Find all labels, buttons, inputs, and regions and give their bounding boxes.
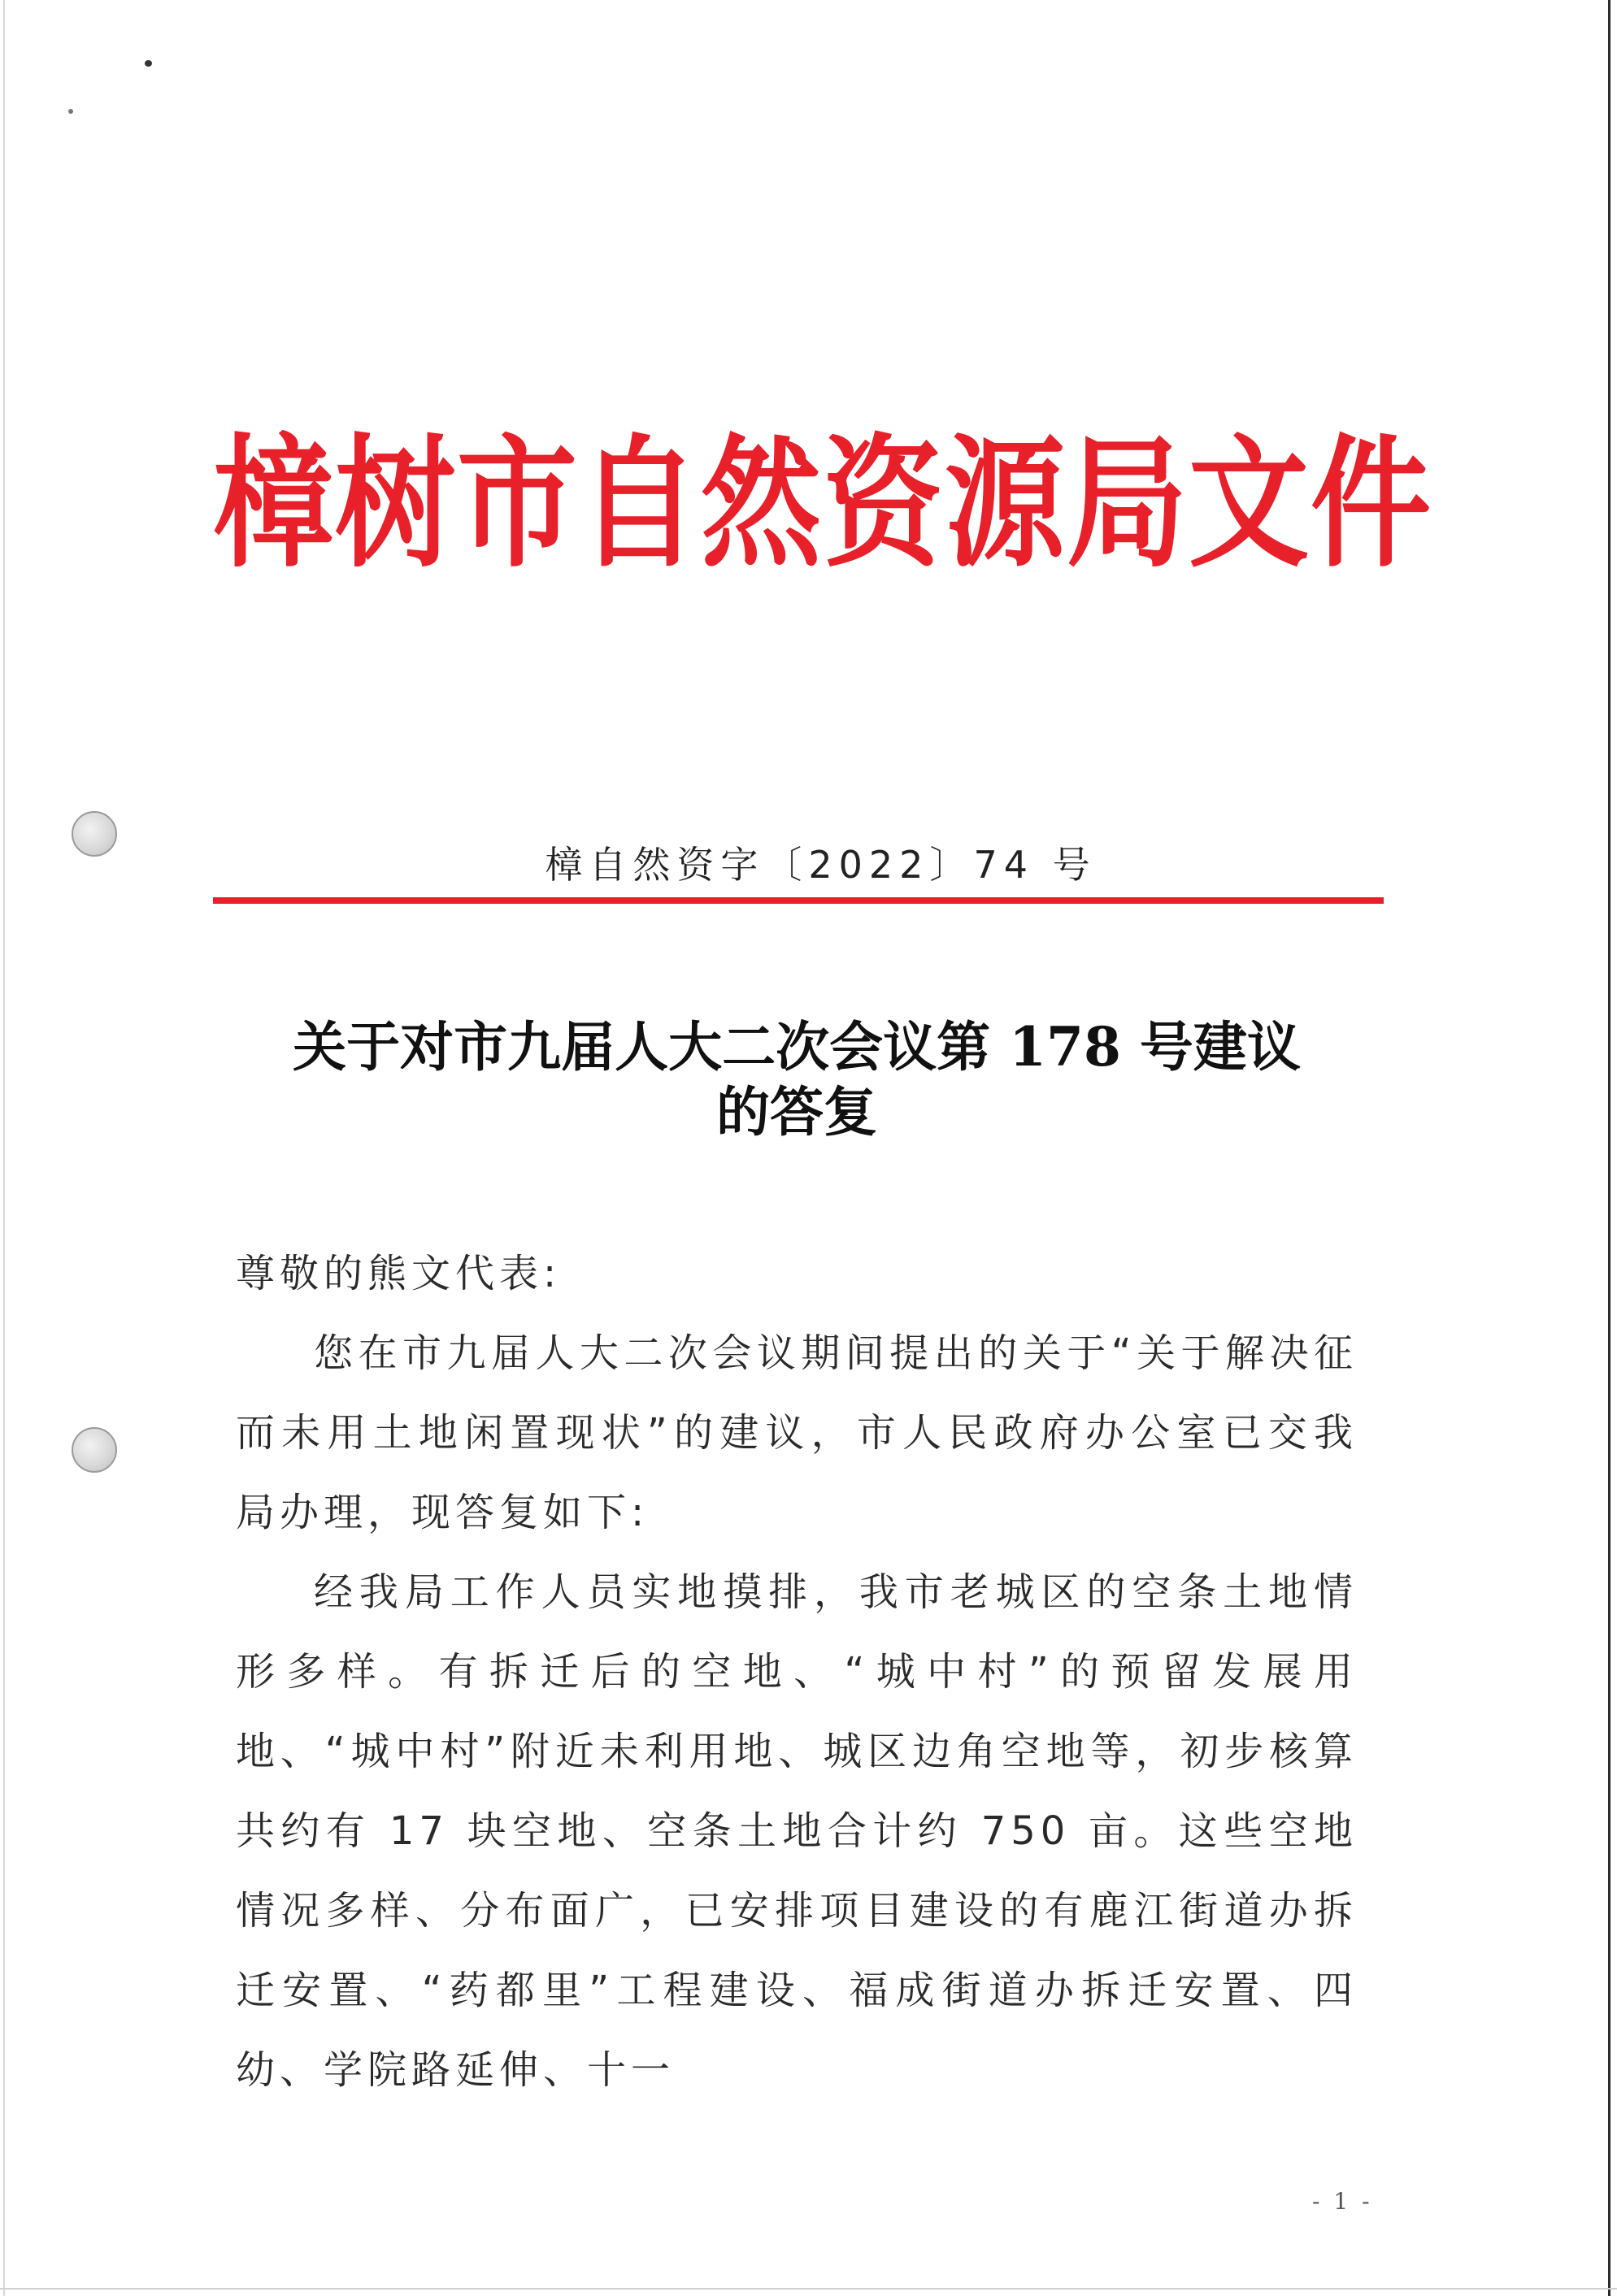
scan-edge-right: [1608, 0, 1610, 2296]
red-divider-line: [213, 897, 1384, 904]
body-paragraph-2: 经我局工作人员实地摸排，我市老城区的空条土地情形多样。有拆迁后的空地、“城中村”的预留发展用地、“城中村”附近未利用地、城区边角空地等，初步核算共约有 17 块空地、空条土地合计约 750 亩。这些空地情况多样、分布面广，已安排项目建设的有鹿江街道办拆迁安置、“药都里”工程建设、福成街道办拆迁安置、四幼、学院路延伸、十一: [236, 1569, 1358, 2093]
scan-edge-left: [3, 0, 5, 2296]
page-number: - 1 -: [1312, 2188, 1373, 2215]
document-body: [236, 1234, 1358, 2110]
document-number: 樟自然资字〔2022〕74 号: [545, 843, 1097, 887]
document-masthead: 樟树市自然资源局文件: [213, 421, 1432, 587]
body-paragraph-1: 您在市九届人大二次会议期间提出的关于“关于解决征而未用土地闲置现状”的建议，市人民政府办公室已交我局办理，现答复如下:: [236, 1330, 1358, 1535]
document-title: [236, 1014, 1358, 1144]
scan-edge-bottom: [0, 2288, 1617, 2289]
punch-hole-icon: [72, 1427, 117, 1473]
document-title-line-1: 关于对市九届人大二次会议第 178 号建议: [293, 1015, 1301, 1079]
scan-speck: [145, 60, 152, 67]
document-title-line-2: 的答复: [716, 1080, 877, 1144]
scan-speck: [68, 109, 73, 114]
salutation: 尊敬的熊文代表:: [236, 1251, 562, 1296]
